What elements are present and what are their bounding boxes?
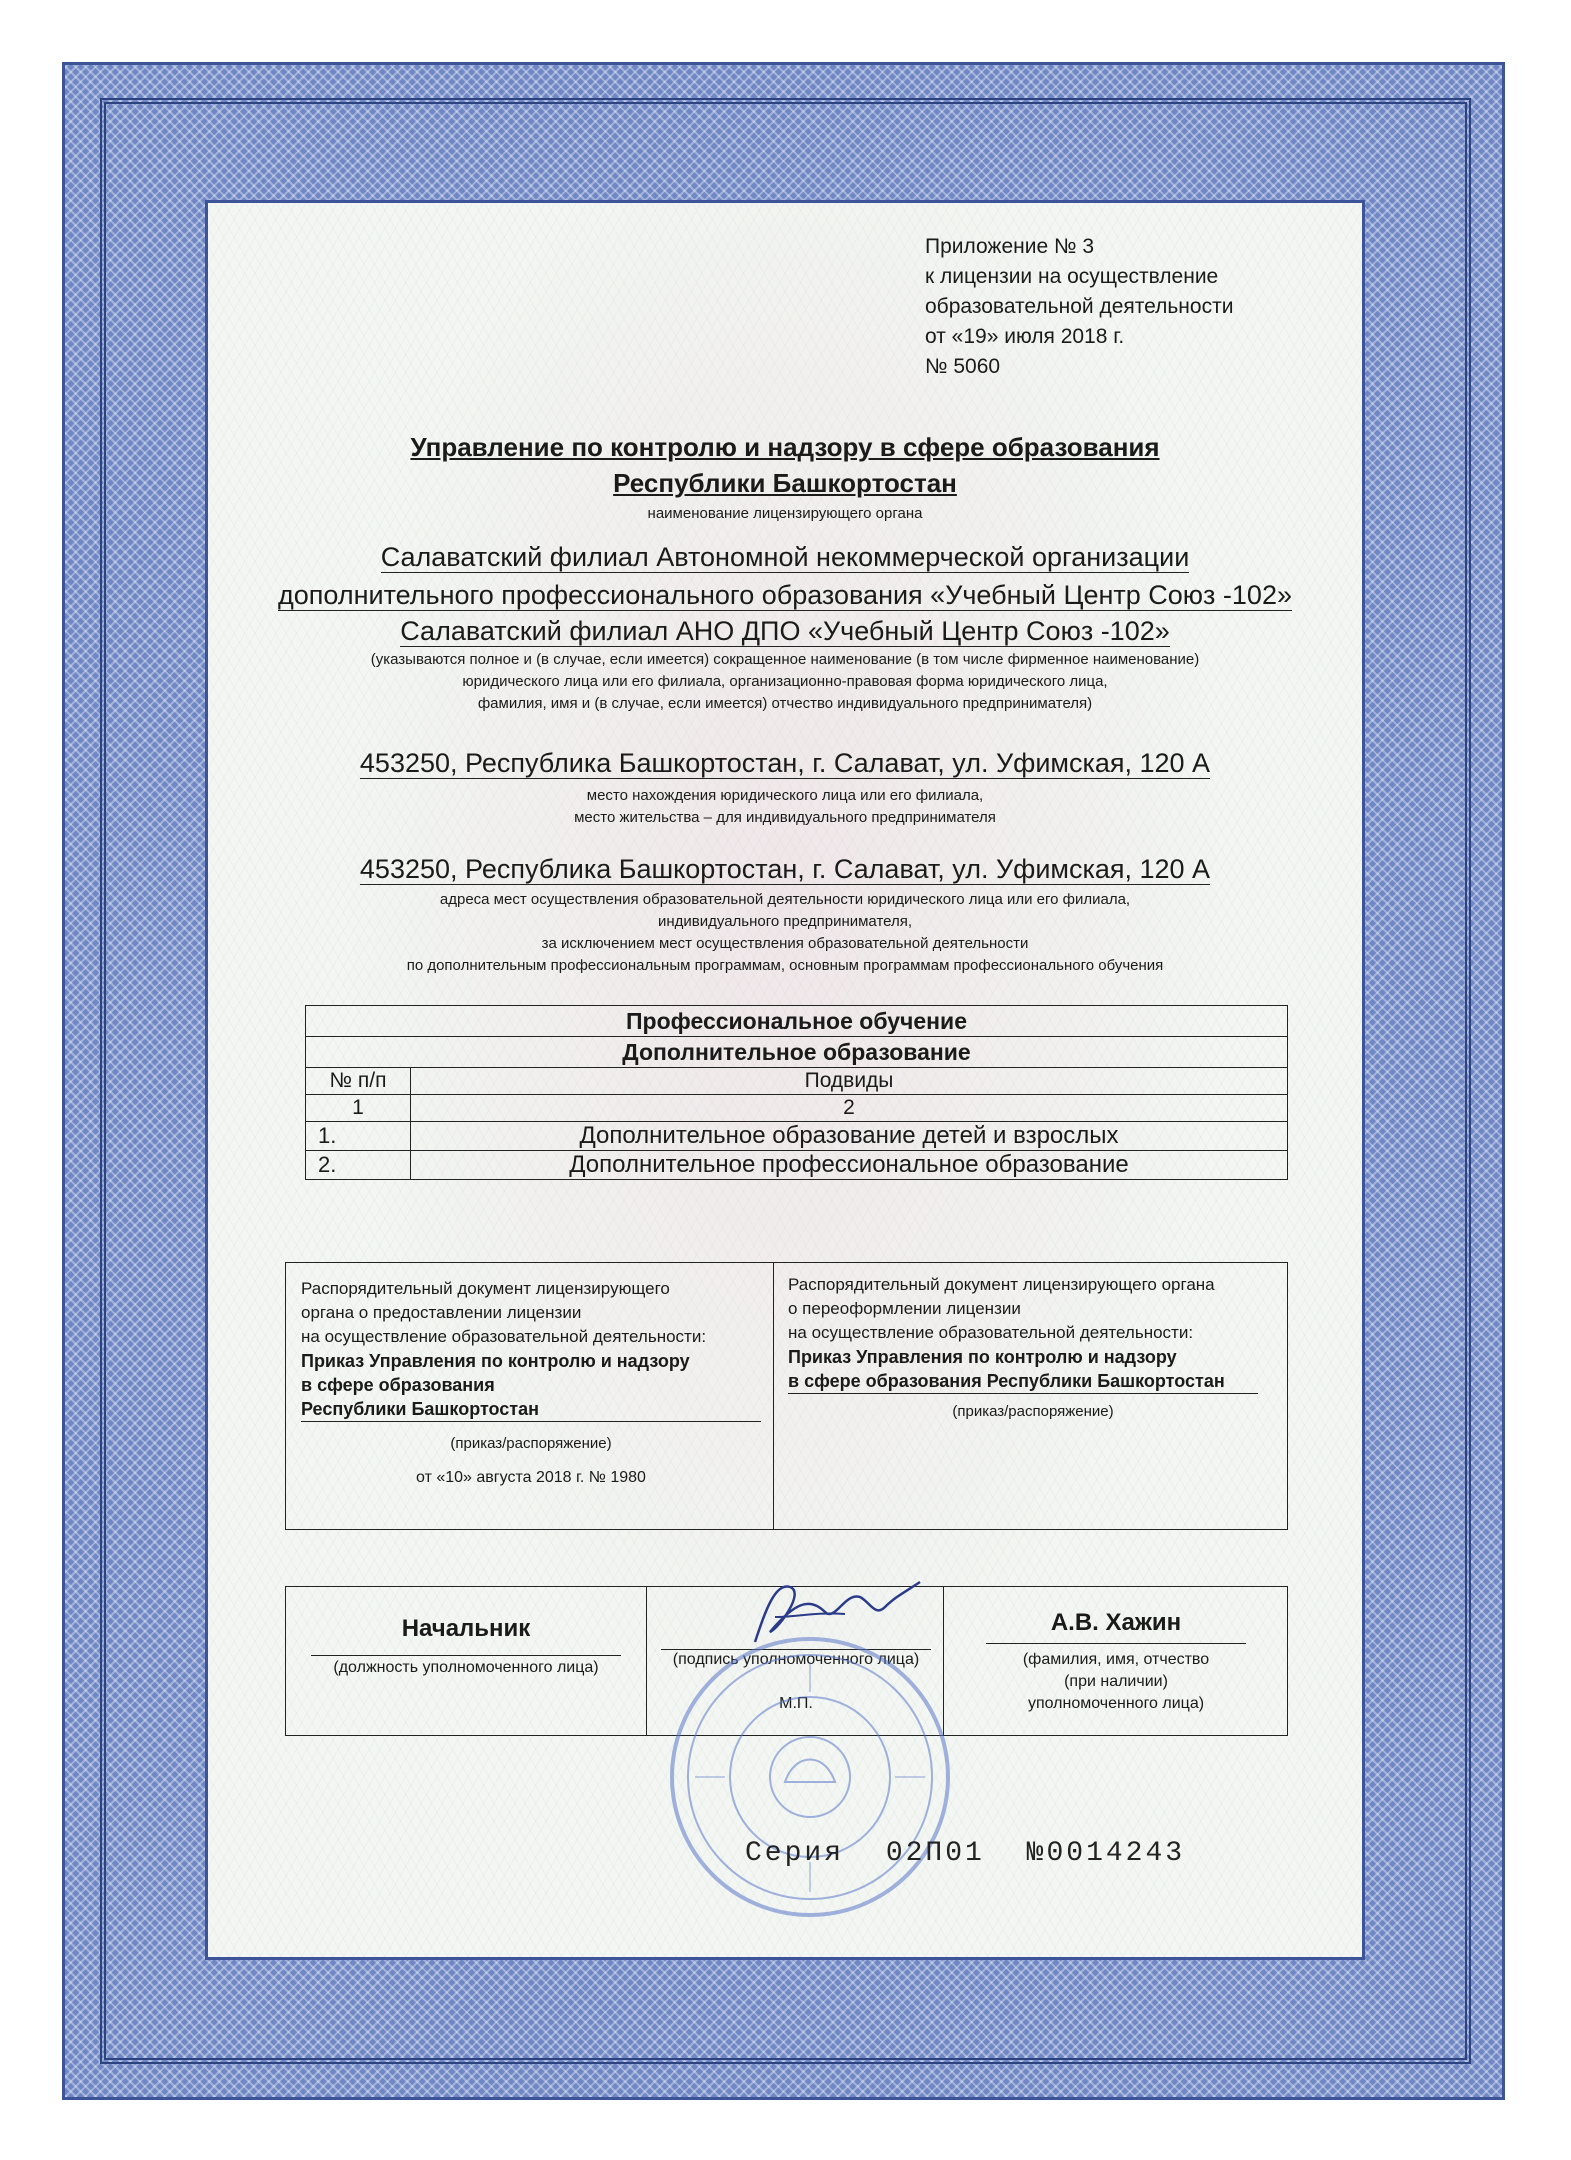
signatory-name-caption <box>951 1649 1281 1715</box>
order-grant-title: Приказ Управления по контролю и надзору <box>301 1351 690 1371</box>
organization-name-line2: дополнительного профессионального образования «Учебный Центр Союз -102» <box>278 580 1292 610</box>
order-grant-text: органа о предоставлении лицензии <box>301 1303 582 1322</box>
serial-label: Серия <box>745 1838 845 1869</box>
activity-caption: индивидуального предпринимателя, <box>657 913 913 930</box>
order-reissue-title: Приказ Управления по контролю и надзору <box>788 1347 1177 1367</box>
signatory-position: Начальник <box>401 1615 531 1642</box>
official-seal-stamp <box>665 1632 955 1922</box>
organization-name-short: Салаватский филиал АНО ДПО «Учебный Центр Союз -102» <box>400 616 1170 646</box>
order-reissue-title: в сфере образования Республики Башкортостан <box>788 1369 1258 1394</box>
location-caption: место жительства – для индивидуального предпринимателя <box>574 809 996 826</box>
position-underline <box>311 1655 621 1656</box>
serial-number: №0014243 <box>1026 1838 1186 1869</box>
order-grant-type: (приказ/распоряжение) <box>450 1435 612 1452</box>
signature-caption: (подпись уполномоченного лица) <box>672 1651 920 1668</box>
order-grant <box>301 1277 761 1490</box>
signatory-position-caption: (должность уполномоченного лица) <box>333 1659 599 1676</box>
orders-block <box>285 1262 1288 1530</box>
blank-serial-number <box>745 1838 1185 1869</box>
column-index: 1 <box>306 1095 411 1122</box>
organization-caption: юридического лица или его филиала, организационно-правовая форма юридического лица, <box>462 673 1108 690</box>
order-reissue <box>788 1273 1278 1424</box>
name-underline <box>986 1643 1246 1644</box>
order-grant-title: в сфере образования <box>301 1375 495 1395</box>
table-heading: Дополнительное образование <box>306 1037 1288 1068</box>
name-caption-line: (при наличии) <box>1064 1673 1168 1690</box>
order-reissue-text: на осуществление образовательной деятельности: <box>788 1323 1194 1342</box>
appendix-line: Приложение № 3 <box>925 235 1095 258</box>
row-number: 2. <box>306 1151 411 1180</box>
order-reissue-text: Распорядительный документ лицензирующего органа <box>788 1275 1215 1294</box>
table-row <box>306 1122 1288 1151</box>
activity-caption: по дополнительным профессиональным программам, основным программам профессионального обучения <box>406 957 1164 974</box>
appendix-line: от «19» июля 2018 г. <box>925 325 1125 348</box>
appendix-header <box>925 232 1233 382</box>
signatory-name: А.В. Хажин <box>1050 1609 1182 1636</box>
table-row <box>306 1151 1288 1180</box>
location-caption: место нахождения юридического лица или его филиала, <box>586 787 984 804</box>
orders-divider <box>773 1263 774 1529</box>
authority-title-line2: Республики Башкортостан <box>613 468 957 498</box>
name-caption-line: (фамилия, имя, отчество <box>1022 1651 1210 1668</box>
seal-caption: М.П. <box>779 1695 813 1712</box>
authority-caption: наименование лицензирующего органа <box>647 505 923 522</box>
organization-caption: (указываются полное и (в случае, если имеется) сокращенное наименование (в том числе фирменное наименование) <box>370 651 1200 668</box>
column-header-number: № п/п <box>306 1068 411 1095</box>
authority-title-line1: Управление по контролю и надзору в сфере образования <box>410 432 1160 462</box>
organization-name-line1: Салаватский филиал Автономной некоммерческой организации <box>380 542 1190 572</box>
appendix-line: № 5060 <box>925 355 1001 378</box>
signatory-divider <box>646 1587 647 1735</box>
activity-address: 453250, Республика Башкортостан, г. Салават, ул. Уфимская, 120 А <box>359 854 1211 884</box>
row-number: 1. <box>306 1122 411 1151</box>
row-subtype: Дополнительное образование детей и взрослых <box>411 1122 1288 1151</box>
order-reissue-text: о переоформлении лицензии <box>788 1299 1021 1318</box>
appendix-line: к лицензии на осуществление <box>925 265 1219 288</box>
location-address: 453250, Республика Башкортостан, г. Салават, ул. Уфимская, 120 А <box>359 748 1211 778</box>
activity-caption: адреса мест осуществления образовательной деятельности юридического лица или его филиала, <box>439 891 1131 908</box>
order-reissue-type: (приказ/распоряжение) <box>952 1403 1114 1420</box>
order-grant-text: Распорядительный документ лицензирующего <box>301 1279 670 1298</box>
order-grant-date: от «10» августа 2018 г. № 1980 <box>416 1469 646 1486</box>
column-header-subtypes: Подвиды <box>411 1068 1288 1095</box>
order-grant-text: на осуществление образовательной деятельности: <box>301 1327 707 1346</box>
activity-caption: за исключением мест осуществления образовательной деятельности <box>541 935 1029 952</box>
row-subtype: Дополнительное профессиональное образование <box>411 1151 1288 1180</box>
column-index: 2 <box>411 1095 1288 1122</box>
order-grant-title: Республики Башкортостан <box>301 1397 761 1422</box>
education-types-table <box>305 1005 1288 1180</box>
table-heading: Профессиональное обучение <box>306 1006 1288 1037</box>
appendix-line: образовательной деятельности <box>925 295 1234 318</box>
organization-caption: фамилия, имя и (в случае, если имеется) отчество индивидуального предпринимателя) <box>477 695 1093 712</box>
serial-series: 02П01 <box>885 1838 985 1869</box>
name-caption-line: уполномоченного лица) <box>1027 1695 1205 1712</box>
